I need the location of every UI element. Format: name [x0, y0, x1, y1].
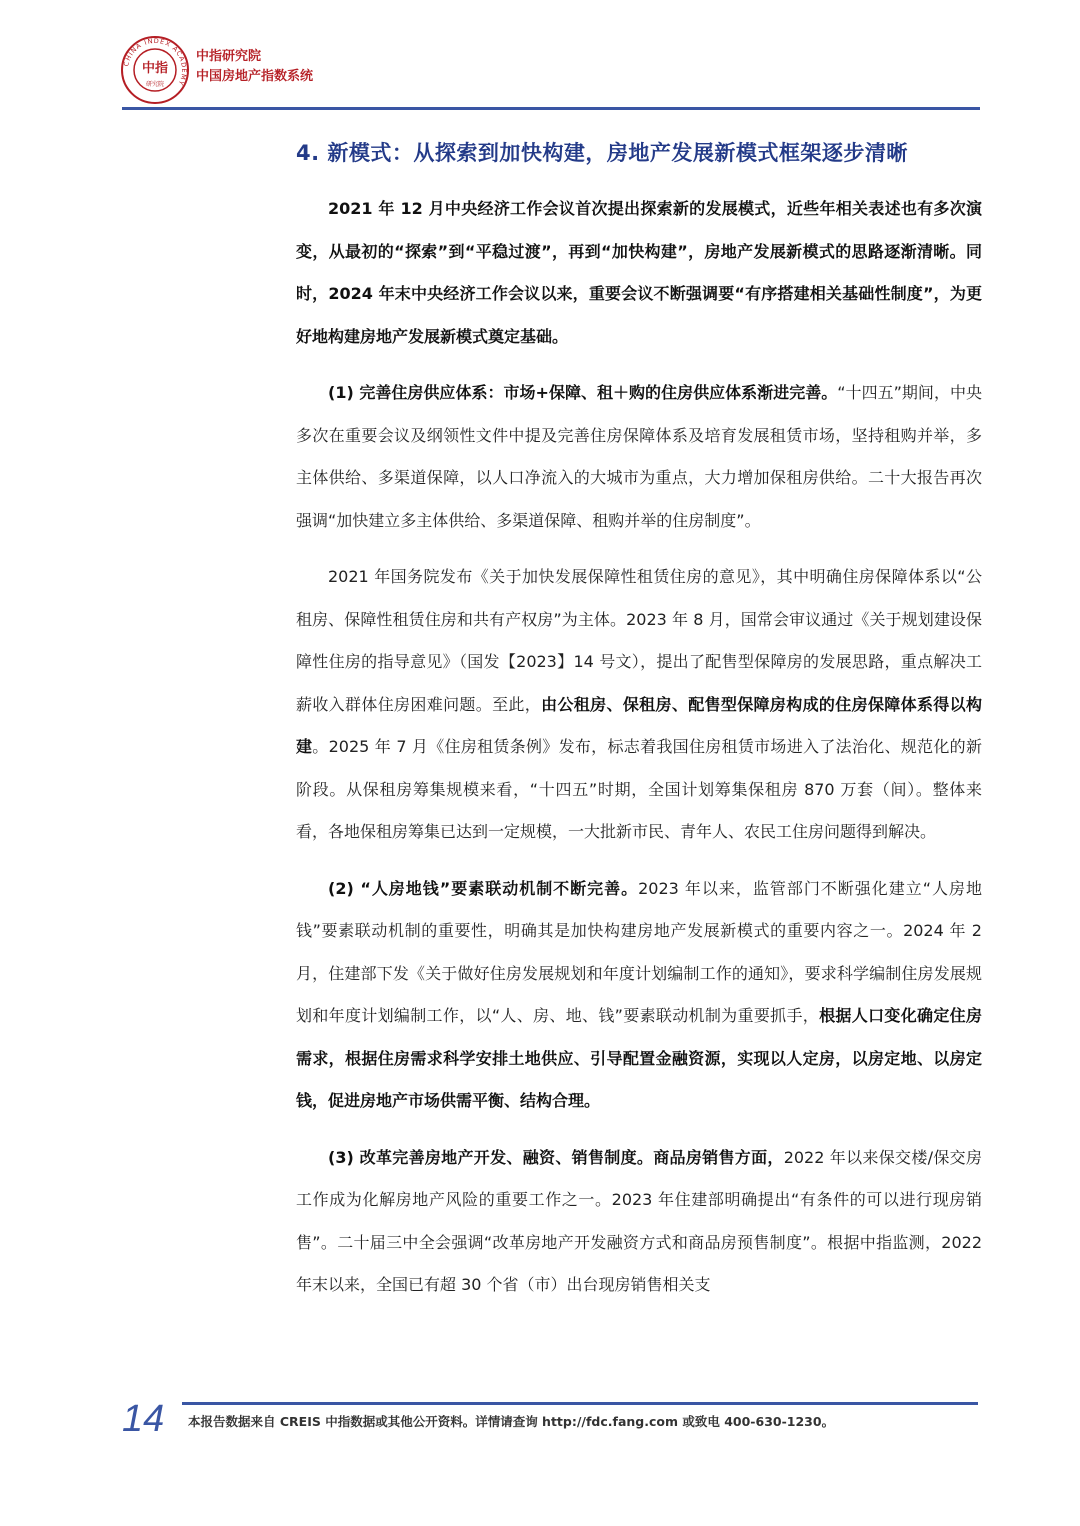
footer-divider — [182, 1402, 978, 1405]
svg-text:中指: 中指 — [141, 61, 169, 76]
emphasis-bold: 由公租房、保租房、配售型保障房构成的住房保障体系得以构建 — [296, 694, 982, 756]
org-name — [196, 47, 313, 87]
intro-text: 2021 年 12 月中央经济工作会议首次提出探索新的发展模式，近些年相关表述也有多次演变，从最初的“探索”到“平稳过渡”，再到“加快构建”，房地产发展新模式的思路逐渐清晰。同时，2024 年末中央经济工作会议以来，重要会议不断强调要“有序搭建相关基础性制度”，为更好地构建房地产发展新模式奠定基础。 — [296, 199, 982, 346]
paragraph-intro — [296, 188, 982, 358]
emphasis-bold: 根据人口变化确定住房需求，根据住房需求科学安排土地供应、引导配置金融资源，实现以人定房，以房定地、以房定钱，促进房地产市场供需平衡、结构合理。 — [296, 1006, 982, 1110]
paragraph-text: 2021 年国务院发布《关于加快发展保障性租赁住房的意见》，其中明确住房保障体系以“公租房、保障性租赁住房和共有产权房”为主体。2023 年 8 月，国常会审议通过《关于规划建设保障性住房的指导意见》（国发【2023】14 号文），提出了配售型保障房的发展思路，重点解决工薪收入群体住房困难问题。至此， — [296, 567, 982, 714]
paragraph-text: 2023 年以来，监管部门不断强化建立“人房地钱”要素联动机制的重要性，明确其是加快构建房地产发展新模式的重要内容之一。2024 年 2 月，住建部下发《关于做好住房发展规划和年度计划编制工作的通知》，要求科学编制住房发展规划和年度计划编制工作，以“人、房、地、钱”要素联动机制为重要抓手， — [296, 878, 982, 1025]
paragraph-security-system — [296, 556, 982, 854]
footer-source-note: 本报告数据来自 CREIS 中指数据或其他公开资料。详情请查询 http://fdc.fang.com 或致电 400-630-1230。 — [188, 1414, 835, 1429]
page-number: 14 — [122, 1398, 165, 1440]
china-index-academy-logo — [120, 35, 190, 105]
header-divider — [122, 107, 980, 110]
lead-bold: (1) 完善住房供应体系：市场+保障、租＋购的住房供应体系渐进完善。 — [328, 383, 838, 402]
page-header — [120, 30, 980, 112]
paragraph-text: 。2025 年 7 月《住房租赁条例》发布，标志着我国住房租赁市场进入了法治化、规范化的新阶段。从保租房筹集规模来看，“十四五”时期，全国计划筹集保租房 870 万套（间）。整体来看，各地保租房筹集已达到一定规模，一大批新市民、青年人、农民工住房问题得到解决。 — [296, 737, 982, 841]
paragraph-text: “十四五”期间，中央多次在重要会议及纲领性文件中提及完善住房保障体系及培育发展租赁市场，坚持租购并举，多主体供给、多渠道保障，以人口净流入的大城市为重点，大力增加保租房供给。二十大报告再次强调“加快建立多主体供给、多渠道保障、租购并举的住房制度”。 — [296, 383, 982, 530]
svg-text:CHINA INDEX ACADEMY: CHINA INDEX ACADEMY — [122, 36, 189, 88]
paragraph-housing-supply — [296, 372, 982, 542]
lead-bold: (2) “人房地钱”要素联动机制不断完善。 — [328, 878, 639, 898]
article-body — [296, 188, 982, 1307]
lead-bold: (3) 改革完善房地产开发、融资、销售制度。商品房销售方面， — [328, 1147, 784, 1167]
paragraph-text: 2022 年以来保交楼/保交房工作成为化解房地产风险的重要工作之一。2023 年住建部明确提出“有条件的可以进行现房销售”。二十届三中全会强调“改革房地产开发融资方式和商品房预售制度”。根据中指监测，2022 年末以来，全国已有超 30 个省（市）出台现房销售相关支 — [296, 1147, 982, 1294]
org-name-line-2: 中国房地产指数系统 — [196, 69, 314, 84]
paragraph-linkage-mechanism — [296, 868, 982, 1123]
paragraph-reform — [296, 1137, 982, 1307]
org-name-line-1: 中指研究院 — [196, 49, 262, 64]
svg-text:研究院: 研究院 — [145, 81, 165, 88]
section-title: 4. 新模式：从探索到加快构建，房地产发展新模式框架逐步清晰 — [296, 141, 908, 165]
